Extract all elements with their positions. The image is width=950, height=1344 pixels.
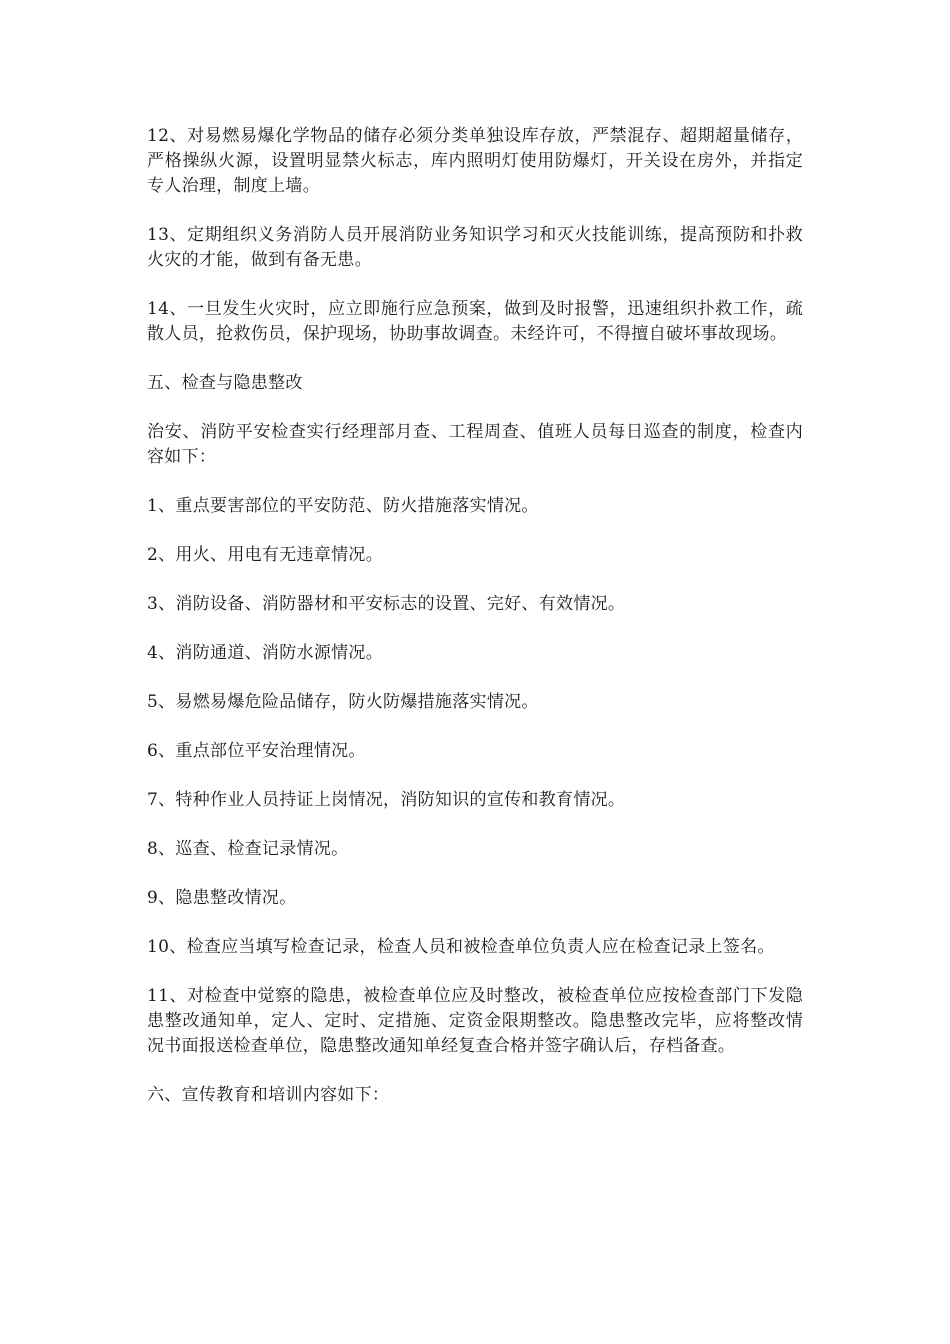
checklist-item-7: 7、特种作业人员持证上岗情况，消防知识的宣传和教育情况。: [147, 790, 626, 810]
checklist-item-9: 9、隐患整改情况。: [147, 888, 297, 908]
checklist-item-10: 10、检查应当填写检查记录，检查人员和被检查单位负责人应在检查记录上签名。: [147, 937, 775, 957]
paragraph-item-12: 12、对易燃易爆化学物品的储存必须分类单独设库存放，严禁混存、超期超量储存，严格操纵火源，设置明显禁火标志，库内照明灯使用防爆灯，开关设在房外，并指定专人治理，制度上墙。: [147, 126, 803, 196]
paragraph-item-14: 14、一旦发生火灾时，应立即施行应急预案，做到及时报警，迅速组织扑救工作，疏散人员，抢救伤员，保护现场，协助事故调查。未经许可，不得擅自破坏事故现场。: [147, 299, 803, 344]
section-heading-training: 六、宣传教育和培训内容如下：: [147, 1085, 390, 1105]
checklist-item-5: 5、易燃易爆危险品储存，防火防爆措施落实情况。: [147, 692, 539, 712]
document-body: [147, 124, 803, 1132]
checklist-item-11: 11、对检查中觉察的隐患，被检查单位应及时整改，被检查单位应按检查部门下发隐患整改通知单，定人、定时、定措施、定资金限期整改。隐患整改完毕，应将整改情况书面报送检查单位，隐患整改通知单经复查合格并签字确认后，存档备查。: [147, 986, 803, 1056]
paragraph-item-13: 13、定期组织义务消防人员开展消防业务知识学习和灭火技能训练，提高预防和扑救火灾的才能，做到有备无患。: [147, 225, 803, 270]
checklist-item-6: 6、重点部位平安治理情况。: [147, 741, 366, 761]
checklist-item-4: 4、消防通道、消防水源情况。: [147, 643, 384, 663]
section-heading-inspection: 五、检查与隐患整改: [147, 373, 303, 393]
paragraph-inspection-intro: 治安、消防平安检查实行经理部月查、工程周查、值班人员每日巡查的制度，检查内容如下：: [147, 422, 803, 467]
checklist-item-1: 1、重点要害部位的平安防范、防火措施落实情况。: [147, 496, 539, 516]
checklist-item-3: 3、消防设备、消防器材和平安标志的设置、完好、有效情况。: [147, 594, 626, 614]
checklist-item-8: 8、巡查、检查记录情况。: [147, 839, 349, 859]
checklist-item-2: 2、用火、用电有无违章情况。: [147, 545, 384, 565]
